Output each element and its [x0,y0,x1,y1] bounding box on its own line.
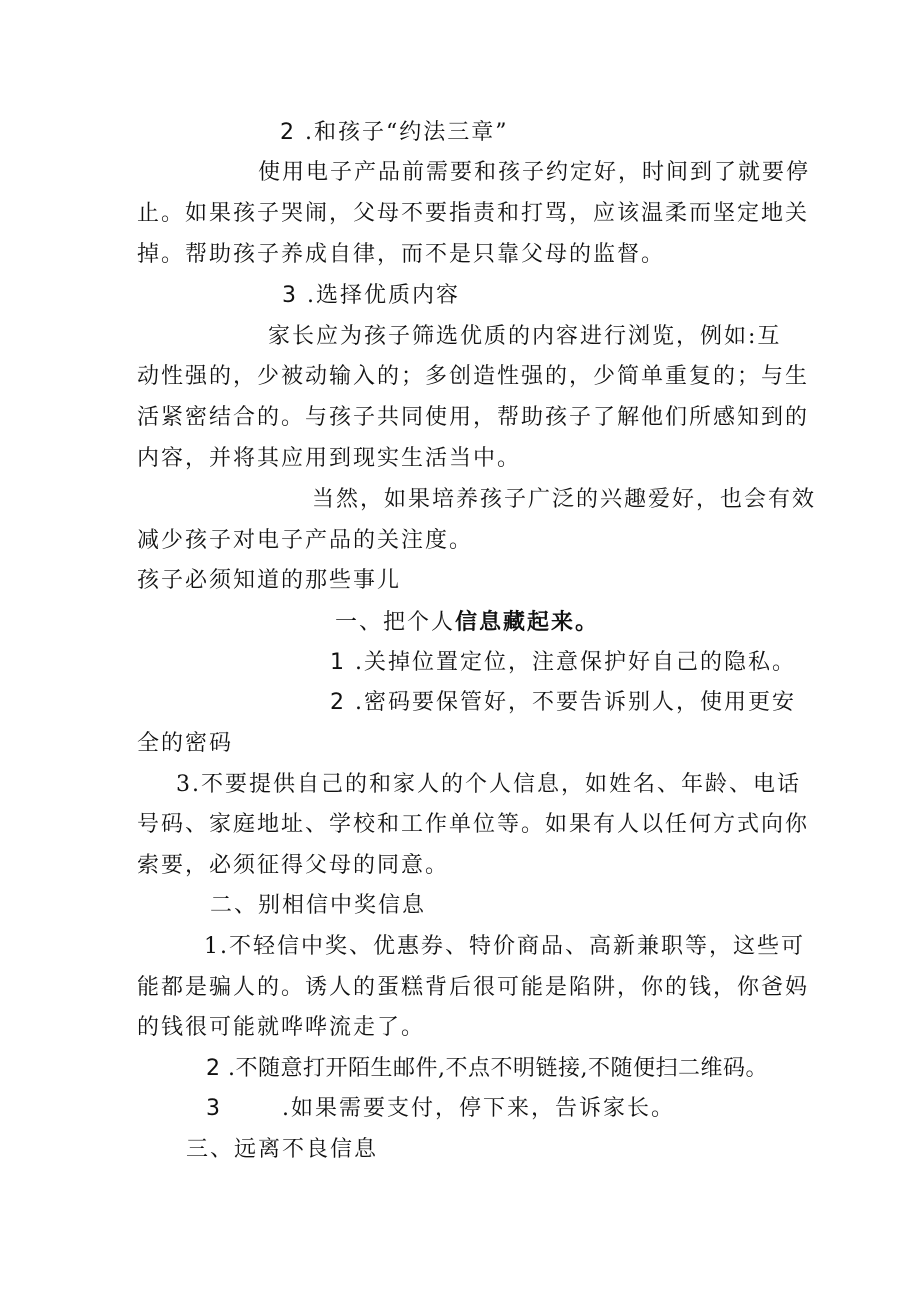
paragraph-line: 号码、家庭地址、学校和工作单位等。如果有人以任何方式向你 [137,812,810,837]
paragraph-line: 3.不要提供自己的和家人的个人信息，如姓名、年龄、电话 [176,772,801,797]
paragraph-line: 全的密码 [137,731,234,756]
section-2-title: .和孩子“约法三章” [305,120,509,145]
paragraph-line: 动性强的，少被动输入的；多创造性强的，少简单重复的；与生 [137,364,810,389]
item-text: .如果需要支付，停下来，告诉家长。 [282,1096,675,1121]
section-2-heading [0,118,920,148]
paragraph-line: 减少孩子对电子产品的关注度。 [137,528,474,553]
item-number: 2 [206,1056,221,1081]
part-1-heading [0,607,920,637]
paragraph-line: 使用电子产品前需要和孩子约定好，时间到了就要停 [258,160,811,185]
paragraph-line: 内容，并将其应用到现实生活当中。 [137,446,522,471]
item-text: .关掉位置定位，注意保护好自己的隐私。 [355,650,796,675]
item-text: .密码要保管好，不要告诉别人，使用更安 [355,690,796,715]
section-3-heading [0,281,920,311]
part-2-item-2 [0,1054,920,1084]
part-2-item-3 [0,1094,920,1124]
paragraph-line: 索要，必须征得父母的同意。 [137,853,450,878]
kids-section-title: 孩子必须知道的那些事儿 [137,568,402,593]
part-2-heading: 二、别相信中奖信息 [210,893,427,918]
item-number: 1 [330,650,346,675]
item-text: .不随意打开陌生邮件,不点不明链接,不随便扫二维码。 [228,1056,768,1081]
item-number: 3 [206,1096,222,1121]
paragraph-line: 1.不轻信中奖、优惠券、特价商品、高新兼职等，这些可 [204,934,805,959]
part-1-heading-bold: 信息藏起来。 [455,609,600,635]
section-3-number: 3 [282,283,298,308]
part-3-heading: 三、远离不良信息 [186,1137,379,1162]
part-1-item-2 [0,688,920,718]
part-1-item-1 [0,648,920,678]
part-1-heading-prefix: 一、把个人 [335,610,456,635]
item-number: 2 [330,690,346,715]
paragraph-line: 能都是骗人的。诱人的蛋糕背后很可能是陷阱，你的钱，你爸妈 [137,975,810,1000]
paragraph-line: 活紧密结合的。与孩子共同使用，帮助孩子了解他们所感知到的 [137,405,810,430]
section-2-number: 2 [280,120,296,145]
paragraph-line: 的钱很可能就哗哗流走了。 [137,1015,426,1040]
paragraph-line: 掉。帮助孩子养成自律，而不是只靠父母的监督。 [137,242,666,267]
paragraph-line: 当然，如果培养孩子广泛的兴趣爱好，也会有效 [312,487,817,512]
section-3-title: .选择优质内容 [307,283,460,308]
paragraph-line: 止。如果孩子哭闹，父母不要指责和打骂，应该温柔而坚定地关 [137,201,810,226]
paragraph-line: 家长应为孩子筛选优质的内容进行浏览，例如:互 [268,324,782,349]
